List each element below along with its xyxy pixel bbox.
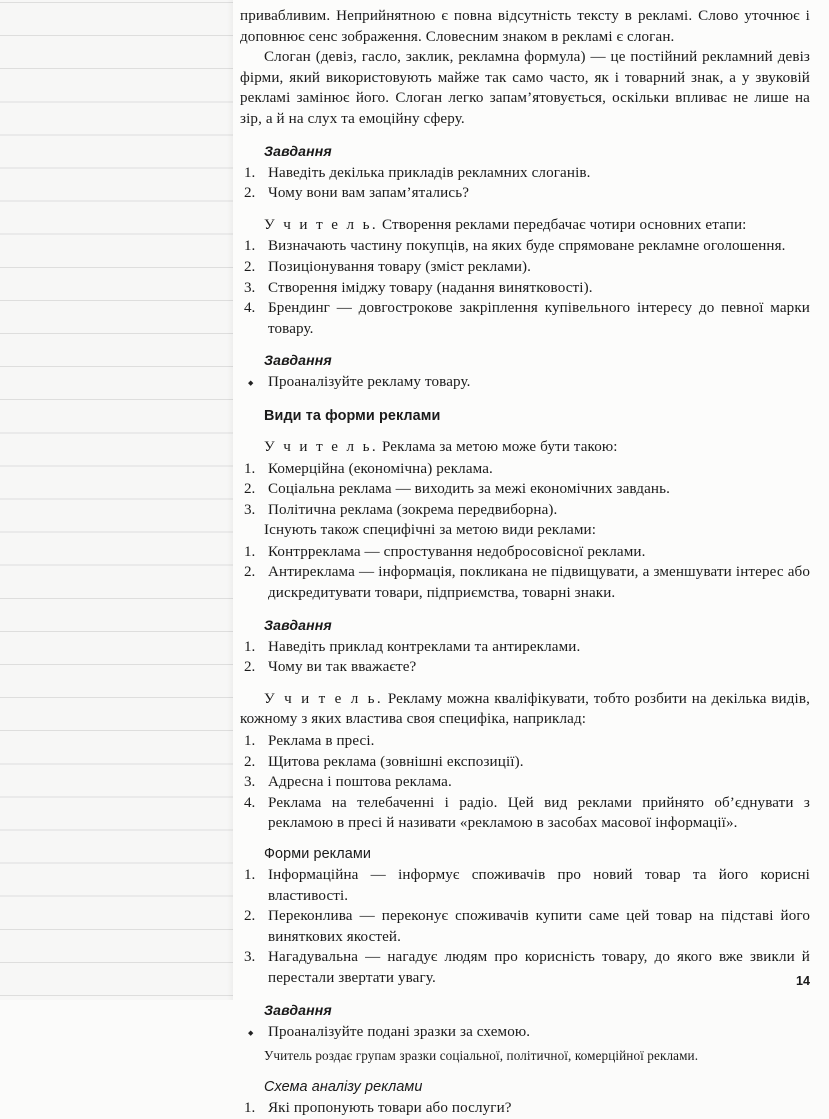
teacher-intro-text: Створення реклами передбачає чотири основних етапи: [378,216,747,233]
list-task-3 [240,637,810,678]
list-scheme [240,1098,810,1119]
list-item: Позиціонування товару (зміст реклами). [268,258,532,275]
list-item: Чому ви так вважаєте? [268,659,417,676]
list-item: Наведіть декілька прикладів рекламних слоганів. [268,164,591,181]
list-item: Реклама в пресі. [268,733,375,750]
list-task-4 [240,1022,810,1043]
list-item: Брендинг — довгострокове закріплення купівельного інтересу до певної марки товару. [268,300,810,337]
heading-forms: Форми реклами [264,846,371,862]
specific-lead-line: Існують також специфічні за метою види реклами: [264,522,597,539]
list-purpose [240,459,810,521]
list-item: Визначають частину покупців, на яких буде спрямоване рекламне оголошення. [268,238,786,255]
teacher-intro-text: Рекламу можна кваліфікувати, тобто розбити на декілька видів, кожному з яких властива своя специфіка, наприклад: [240,690,810,728]
list-item: Політична реклама (зокрема передвиборна). [268,501,558,518]
list-item: Створення іміджу товару (надання винятковості). [268,279,593,296]
heading-section-types: Види та форми реклами [264,407,441,424]
list-item: Чому вони вам запам’ятались? [268,185,470,202]
list-stages [240,236,810,339]
list-item: ◆ Проаналізуйте рекламу товару. [240,372,810,393]
teacher-instruction-note: Учитель роздає групам зразки соціальної, політичної, комерційної реклами. [264,1048,699,1064]
list-item: Переконлива — переконує споживачів купити саме цей товар на підставі його виняткових якостей. [268,908,810,945]
list-item: Соціальна реклама — виходить за межі економічних завдань. [268,481,670,498]
speaker-label-teacher: У ч и т е л ь. [264,690,384,707]
list-item: Антиреклама — інформація, покликана не підвищувати, а зменшувати інтерес або дискредитувати товари, підприємства, товарні знаки. [268,564,810,602]
list-task-2 [240,372,810,393]
heading-task-4: Завдання [264,1001,332,1018]
list-item: Нагадувальна — нагадує людям про корисність товару, до якого вже звикли й перестали звертати увагу. [268,949,810,986]
list-task-1 [240,163,810,204]
list-forms [240,865,810,989]
list-kinds [240,731,810,834]
list-item: Контрреклама — спростування недобросовісної реклами. [268,543,646,560]
list-specific [240,542,810,604]
list-item: Комерційна (економічна) реклама. [268,460,493,477]
paragraph-intro-2: Слоган (девіз, гасло, заклик, рекламна формула) — це постійний рекламний девіз фірми, який використовують майже так само часто, як і товарний знак, а у звуковій рекламі замінює його. Слоган легко запам’ятовується, оскільки впливає не лише на зір, а й на слух та емоційну сферу. [240,49,810,127]
teacher-intro-2 [240,437,810,458]
list-item: Які пропонують товари або послуги? [268,1100,512,1117]
list-item: ◆ Проаналізуйте подані зразки за схемою. [240,1022,810,1043]
heading-task-3: Завдання [264,616,332,633]
list-item: Реклама на телебаченні і радіо. Цей вид реклами прийнято об’єднувати з рекламою в пресі й називати «рекламою в засобах масової інформації». [268,794,810,832]
heading-scheme: Схема аналізу реклами [264,1079,423,1096]
paragraph-intro-1: привабливим. Неприйнятною є повна відсутність тексту в рекламі. Слово уточнює і доповнює сенс зображення. Словесним знаком в рекламі є слоган. [240,8,810,45]
notes-margin-ruled-area [0,0,233,1000]
heading-task-1: Завдання [264,142,332,159]
teacher-intro-text: Реклама за метою може бути такою: [378,438,618,455]
speaker-label-teacher: У ч и т е л ь. [264,438,379,455]
list-item: Щитова реклама (зовнішні експозиції). [268,753,524,770]
list-item: Наведіть приклад контреклами та антиреклами. [268,638,581,655]
heading-task-2: Завдання [264,352,332,369]
teacher-intro-3 [240,689,810,730]
speaker-label-teacher: У ч и т е л ь. [264,216,379,233]
list-item: Адресна і поштова реклама. [268,774,452,791]
main-text-column [233,0,829,1117]
page-number: 14 [795,974,810,988]
teacher-intro-1 [240,215,810,236]
list-item: Інформаційна — інформує споживачів про новий товар та його корисні властивості. [268,867,810,904]
